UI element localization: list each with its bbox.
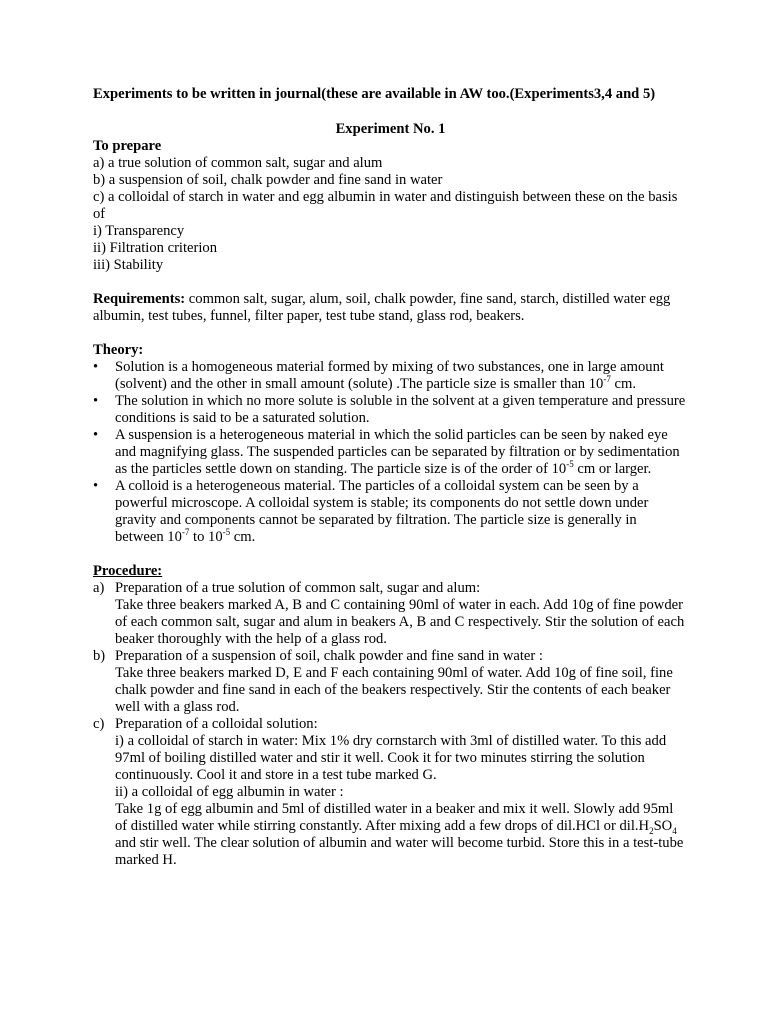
requirements-paragraph: [93, 291, 688, 325]
theory-list: [93, 359, 688, 546]
procedure-subitem-title: ii) a colloidal of egg albumin in water :: [115, 784, 344, 800]
theory-text: A colloid is a heterogeneous material. The particles of a colloidal system can be seen by a powerful microscope. A colloidal system is stable; its components do not settle down under gravity and components cannot be separated by filtration. The particle size is generally in between 10: [115, 478, 649, 545]
exponent: -7: [181, 527, 190, 538]
theory-bullet: [93, 427, 688, 478]
subscript: 2: [649, 825, 654, 836]
procedure-section: [93, 563, 688, 869]
aim-section: [93, 138, 688, 274]
procedure-text: and stir well. The clear solution of albumin and water will become turbid. Store this in a test-tube marked H.: [115, 835, 684, 868]
aim-line: ii) Filtration criterion: [93, 240, 218, 256]
requirements-text: common salt, sugar, alum, soil, chalk powder, fine sand, starch, distilled water egg albumin, test tubes, funnel, filter paper, test tube stand, glass rod, beakers.: [93, 291, 671, 324]
intro-note: Experiments to be written in journal(these are available in AW too.(Experiments3,4 and 5): [93, 86, 656, 102]
experiment-title: Experiment No. 1: [335, 121, 446, 137]
theory-heading: Theory:: [93, 342, 144, 358]
aim-line: iii) Stability: [93, 257, 164, 273]
procedure-text: Take 1g of egg albumin and 5ml of distilled water in a beaker and mix it well. Slowly add 95ml of distilled water while stirring constantly. After mixing add a few drops of dil.HCl or dil.H: [115, 801, 674, 834]
procedure-subitem: [115, 801, 688, 869]
subscript: 4: [672, 825, 677, 836]
procedure-item-title: Preparation of a true solution of common salt, sugar and alum:: [115, 580, 481, 596]
procedure-marker: c): [93, 716, 105, 732]
aim-line: a) a true solution of common salt, sugar and alum: [93, 155, 383, 171]
aim-line: i) Transparency: [93, 223, 185, 239]
procedure-item: [93, 648, 688, 716]
theory-text: Solution is a homogeneous material formed by mixing of two substances, one in large amount (solvent) and the other in small amount (solute) .The particle size is smaller than 10: [115, 359, 664, 392]
procedure-item-title: Preparation of a colloidal solution:: [115, 716, 318, 732]
aim-line: c) a colloidal of starch in water and egg albumin in water and distinguish between these on the basis of: [93, 189, 678, 222]
theory-text: The solution in which no more solute is soluble in the solvent at a given temperature and pressure conditions is said to be a saturated solution.: [115, 393, 686, 426]
procedure-list: [93, 580, 688, 869]
aim-line: b) a suspension of soil, chalk powder and fine sand in water: [93, 172, 443, 188]
procedure-heading: Procedure:: [93, 563, 163, 579]
theory-text: A suspension is a heterogeneous material in which the solid particles can be seen by naked eye and magnifying glass. The suspended particles can be separated by filtration or by sedimentation as the particles settle down on standing. The particle size is of the order of 10: [115, 427, 680, 477]
procedure-text: SO: [653, 818, 673, 834]
theory-bullet: [93, 359, 688, 393]
exponent: -7: [603, 374, 611, 385]
requirements-heading: Requirements:: [93, 291, 186, 307]
procedure-subitem: i) a colloidal of starch in water: Mix 1% dry cornstarch with 3ml of distilled water. To this add 97ml of boiling distilled water and stir it well. Cook it for two minutes stirring the solution continuously. Cool it and store in a test tube marked G.: [115, 733, 667, 783]
theory-text: cm or larger.: [573, 461, 652, 477]
theory-section: [93, 342, 688, 546]
theory-text: cm.: [610, 376, 636, 392]
theory-bullet: [93, 393, 688, 427]
procedure-item: [93, 716, 688, 869]
procedure-item-title: Preparation of a suspension of soil, chalk powder and fine sand in water :: [115, 648, 543, 664]
procedure-item-body: Take three beakers marked D, E and F each containing 90ml of water. Add 10g of fine soil, fine chalk powder and fine sand in each of the beakers respectively. Stir the contents of each beaker well with a glass rod.: [115, 665, 673, 715]
procedure-item-body: Take three beakers marked A, B and C containing 90ml of water in each. Add 10g of fine powder of each common salt, sugar and alum in beakers A, B and C respectively. Stir the solution of each beaker thoroughly with the help of a glass rod.: [115, 597, 685, 647]
exponent: -5: [222, 527, 231, 538]
theory-text: cm.: [230, 529, 256, 545]
aim-heading: To prepare: [93, 138, 162, 154]
theory-text: to 10: [189, 529, 223, 545]
exponent: -5: [566, 459, 574, 470]
procedure-marker: b): [93, 648, 106, 664]
procedure-item: [93, 580, 688, 648]
theory-bullet: [93, 478, 688, 546]
procedure-marker: a): [93, 580, 105, 596]
